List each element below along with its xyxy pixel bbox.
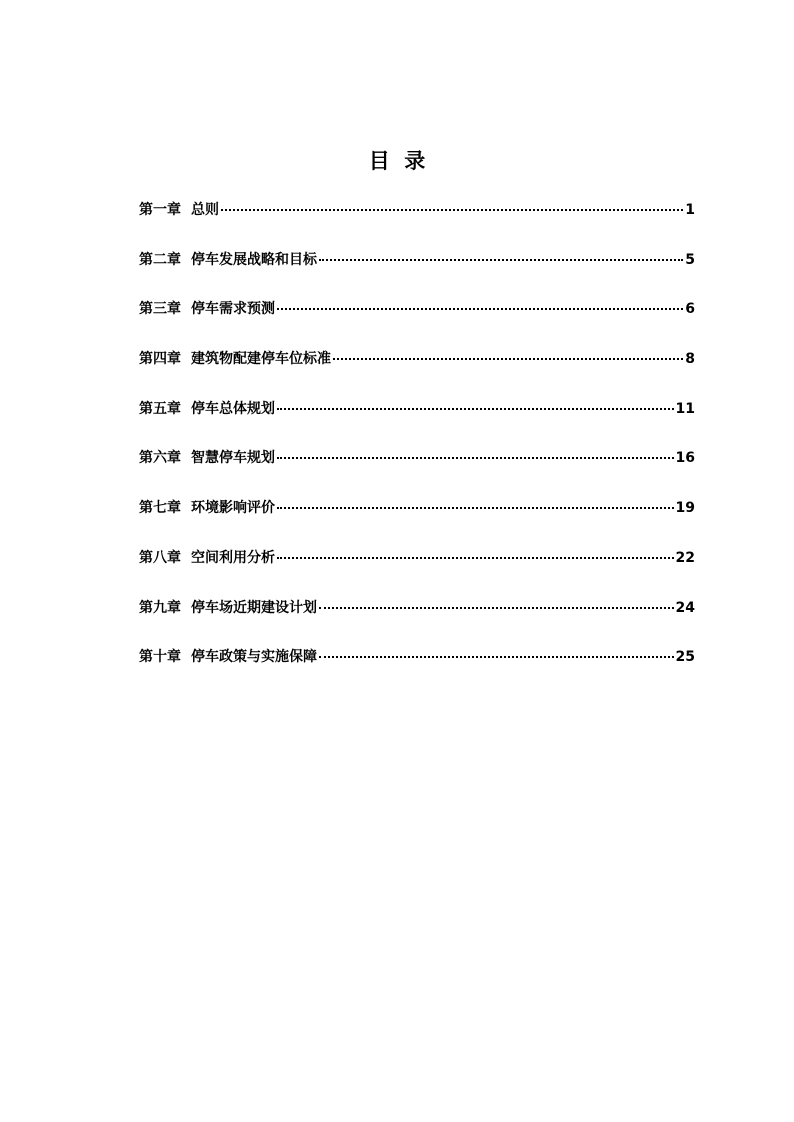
toc-page-number: 24 — [675, 599, 695, 616]
toc-page-number: 6 — [685, 301, 695, 318]
toc-page-number: 22 — [675, 549, 695, 566]
toc-page-number: 1 — [685, 202, 695, 218]
toc-dot-leader — [333, 358, 683, 360]
toc-dot-leader — [221, 209, 683, 211]
toc-chapter-number: 第一章 — [139, 202, 181, 218]
toc-page-number: 8 — [685, 351, 695, 368]
toc-page-number: 25 — [675, 649, 695, 666]
toc-entry[interactable] — [139, 646, 695, 696]
toc-dot-leader — [277, 557, 674, 559]
toc-dot-leader — [319, 656, 674, 658]
toc-dot-leader — [277, 507, 674, 509]
toc-page-number: 19 — [675, 500, 695, 517]
toc-chapter-number: 第六章 — [139, 450, 181, 467]
toc-entry[interactable] — [139, 547, 695, 597]
toc-entry[interactable] — [139, 497, 695, 547]
toc-heading: 总则 — [191, 202, 219, 218]
toc-entry[interactable] — [139, 249, 695, 299]
toc-chapter-number: 第八章 — [139, 549, 181, 566]
toc-heading: 停车总体规划 — [191, 400, 275, 417]
toc-chapter-number: 第十章 — [139, 649, 181, 666]
toc-dot-leader — [319, 259, 683, 261]
toc-chapter-number: 第四章 — [139, 351, 181, 368]
toc-title: 目 录 — [368, 149, 426, 173]
toc-heading: 智慧停车规划 — [191, 450, 275, 467]
toc-dot-leader — [277, 408, 674, 410]
toc-entry[interactable] — [139, 597, 695, 647]
toc-list — [139, 199, 695, 696]
toc-entry[interactable] — [139, 298, 695, 348]
toc-heading: 建筑物配建停车位标准 — [191, 351, 331, 368]
toc-page-number: 16 — [675, 450, 695, 467]
toc-heading: 停车场近期建设计划 — [191, 599, 317, 616]
toc-page-number: 5 — [685, 251, 695, 268]
toc-heading: 停车政策与实施保障 — [191, 649, 317, 666]
toc-page-number: 11 — [675, 400, 695, 417]
toc-heading: 停车发展战略和目标 — [191, 251, 317, 268]
toc-dot-leader — [277, 308, 683, 310]
toc-dot-leader — [319, 607, 674, 609]
toc-entry[interactable] — [139, 199, 695, 249]
toc-chapter-number: 第三章 — [139, 301, 181, 318]
toc-heading: 空间利用分析 — [191, 549, 275, 566]
toc-dot-leader — [277, 457, 674, 459]
toc-chapter-number: 第五章 — [139, 400, 181, 417]
toc-chapter-number: 第二章 — [139, 251, 181, 268]
toc-entry[interactable] — [139, 398, 695, 448]
toc-entry[interactable] — [139, 348, 695, 398]
toc-chapter-number: 第七章 — [139, 500, 181, 517]
toc-entry[interactable] — [139, 447, 695, 497]
toc-heading: 环境影响评价 — [191, 500, 275, 517]
toc-chapter-number: 第九章 — [139, 599, 181, 616]
toc-heading: 停车需求预测 — [191, 301, 275, 318]
